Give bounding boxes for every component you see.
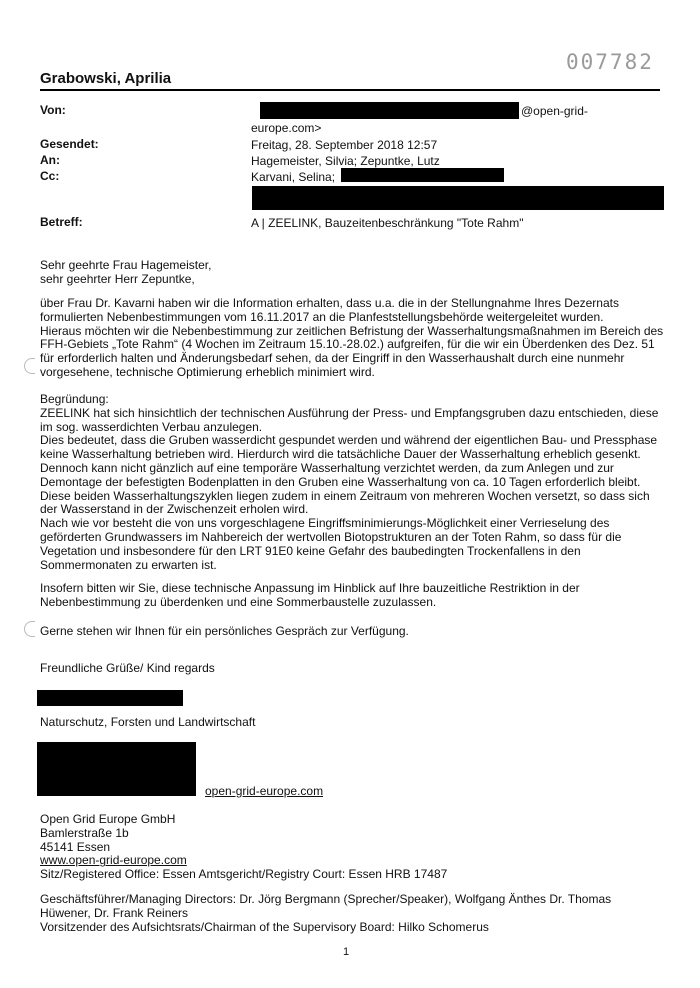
cc-label: Cc: xyxy=(40,169,60,183)
redaction-sender xyxy=(260,102,519,119)
text-line: Vorsitzender des Aufsichtsrats/Chairman of the Supervisory Board: Hilko Schomerus xyxy=(40,919,489,934)
salutation-line: sehr geehrter Herr Zepuntke, xyxy=(40,271,195,286)
company-registry: Sitz/Registered Office: Essen Amtsgericht/Registry Court: Essen HRB 17487 xyxy=(40,867,448,882)
text-line: Diese beiden Wasserhaltungszyklen liegen zudem in einem Zeitraum von mehreren Wochen versetzt, so dass sich xyxy=(40,488,650,503)
redaction-signature-name xyxy=(37,690,183,706)
text-line: formulierten Nebenbestimmungen vom 16.11.2017 an die Planfeststellungsbehörde weitergeleitet wurden. xyxy=(40,309,604,324)
text-line: Nach wie vor besteht die von uns vorgeschlagene Eingriffsminimierungs-Möglichkeit einer Verrieselung des xyxy=(40,516,610,531)
text-line: Nebenbestimmung zu überdenken und eine Sommerbaustelle zuzulassen. xyxy=(40,594,437,609)
text-line: Insofern bitten wir Sie, diese technische Anpassung im Hinblick auf Ihre bauzeitliche Restriktion in der xyxy=(40,581,580,595)
email-domain-link[interactable]: open-grid-europe.com xyxy=(205,784,324,798)
closing: Freundliche Grüße/ Kind regards xyxy=(40,661,215,675)
text-line: Geschäftsführer/Managing Directors: Dr. Jörg Bergmann (Sprecher/Speaker), Wolfgang Änthes Dr. Thomas xyxy=(40,892,612,906)
from-value-line1: @open-grid- xyxy=(521,104,588,118)
text-line: im sog. wasserdichten Verbau anzulegen. xyxy=(40,419,263,434)
paragraph-justification xyxy=(40,393,670,572)
text-line: vorgesehene, technische Optimierung erheblich minimiert wird. xyxy=(40,364,375,379)
document-stamp-number: 007782 xyxy=(566,50,654,74)
company-city: 45141 Essen xyxy=(40,839,111,854)
header-rule xyxy=(40,89,660,91)
text-line: geförderten Grundwassers im Nahbereich der wertvollen Biotopstrukturen an der Toten Rahm, so dass für die xyxy=(40,529,622,544)
text-line: Begründung: xyxy=(40,392,109,406)
department: Naturschutz, Forsten und Landwirtschaft xyxy=(40,715,256,729)
from-value-line2: europe.com> xyxy=(251,121,322,135)
margin-mark xyxy=(24,621,35,637)
paragraph-request xyxy=(40,297,670,380)
text-line: Hüwener, Dr. Frank Reiners xyxy=(40,905,189,920)
redaction-cc-2 xyxy=(252,186,664,210)
text-line: Hieraus möchten wir die Nebenbestimmung zur zeitlichen Befristung der Wasserhaltungsmaßnahmen im Bereich des xyxy=(40,323,664,338)
sent-label: Gesendet: xyxy=(40,137,99,151)
paragraph-request-summary xyxy=(40,582,670,610)
company-website-link[interactable]: www.open-grid-europe.com xyxy=(40,853,187,868)
text-line: Dies bedeutet, dass die Gruben wasserdicht gespundet werden und während der eigentlichen Bau- und Pressphase xyxy=(40,433,658,448)
company-address xyxy=(40,813,670,882)
subject-label: Betreff: xyxy=(40,215,83,229)
sent-value: Freitag, 28. September 2018 12:57 xyxy=(251,138,438,152)
paragraph-offer: Gerne stehen wir Ihnen für ein persönliches Gespräch zur Verfügung. xyxy=(40,624,409,638)
company-directors xyxy=(40,893,670,934)
text-line: Vegetation und insbesondere für den LRT 91E0 keine Gefahr des baubedingten Trockenfallens in den xyxy=(40,543,581,558)
cc-value: Karvani, Selina; xyxy=(251,170,336,184)
text-line: Dennoch kann nicht gänzlich auf eine temporäre Wasserhaltung verzichtet werden, da zum Anlegen und zur xyxy=(40,460,614,475)
text-line: für erforderlich halten und Änderungsbedarf sehen, da der Eingriff in den Wasserhaushalt durch eine nunmehr xyxy=(40,351,625,366)
to-label: An: xyxy=(40,153,60,167)
margin-mark xyxy=(24,358,35,374)
text-line: FFH-Gebiets „Tote Rahm“ (4 Wochen im Zeitraum 15.10.-28.02.) aufgreifen, für die wir ein Überdenken des Dez. 51 xyxy=(40,337,655,352)
from-label: Von: xyxy=(40,103,66,117)
text-line: der Wasserstand in der Zwischenzeit erholen wird. xyxy=(40,502,309,517)
text-line: keine Wasserhaltung betrieben wird. Hierdurch wird die tatsächliche Dauer der Wasserhaltung erheblich gesenkt. xyxy=(40,447,641,462)
redaction-contact-block xyxy=(37,742,196,796)
text-line: Demontage der befestigten Bodenplatten in den Gruben eine Wasserhaltung von ca. 10 Tagen erforderlich bleibt. xyxy=(40,474,641,489)
salutation xyxy=(40,259,670,287)
subject-value: A | ZEELINK, Bauzeitenbeschränkung "Tote Rahm" xyxy=(251,216,524,230)
company-name: Open Grid Europe GmbH xyxy=(40,812,176,826)
salutation-line: Sehr geehrte Frau Hagemeister, xyxy=(40,258,212,272)
company-street: Bamlerstraße 1b xyxy=(40,825,129,840)
text-line: ZEELINK hat sich hinsichtlich der technischen Ausführung der Press- und Empfangsgruben dazu entschieden, diese xyxy=(40,405,659,420)
text-line: über Frau Dr. Kavarni haben wir die Information erhalten, dass u.a. die in der Stellungnahme Ihres Dezernats xyxy=(40,296,619,310)
to-value: Hagemeister, Silvia; Zepuntke, Lutz xyxy=(251,154,440,168)
page-number: 1 xyxy=(343,946,350,958)
redaction-cc-1 xyxy=(341,168,504,182)
text-line: Sommermonaten zu erwarten ist. xyxy=(40,557,217,572)
mailbox-owner-name: Grabowski, Aprilia xyxy=(40,70,172,87)
